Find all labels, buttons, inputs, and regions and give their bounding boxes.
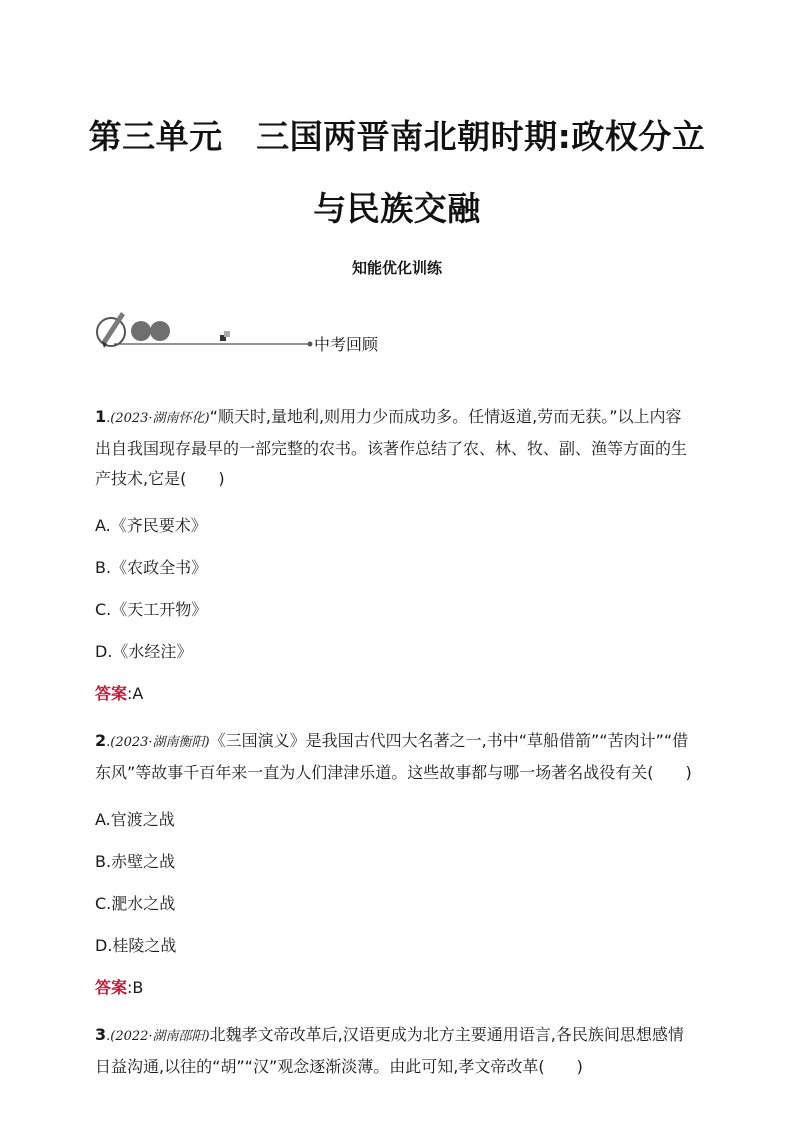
question-1-answer (95, 684, 695, 704)
banner-dot-2 (150, 321, 170, 341)
answer-label: 答案 (95, 978, 128, 997)
banner-dot-1 (131, 321, 151, 341)
page-subtitle: 知能优化训练 (351, 259, 442, 277)
banner-line-end (308, 342, 313, 347)
page-title-line-1: 第三单元 三国两晋南北朝时期:政权分立 (88, 117, 706, 156)
question-2-option-c: C.淝水之战 (95, 894, 176, 913)
question-1-option-c: C.《天工开物》 (95, 600, 208, 619)
question-2-option-a: A.官渡之战 (95, 810, 175, 829)
answer-label: 答案 (95, 684, 128, 703)
question-2 (95, 726, 695, 788)
question-2-stem-1: 《三国演义》是我国古代四大名著之一,书中“草船借箭”“苦肉计”“借 (209, 731, 689, 750)
question-1-option-b: B.《农政全书》 (95, 558, 208, 577)
question-2-source: .(2023·湖南衡阳) (106, 735, 210, 750)
question-2-option-d: D.桂陵之战 (95, 936, 177, 955)
question-1-option-a: A.《齐民要术》 (95, 516, 207, 535)
question-3-stem-1: 北魏孝文帝改革后,汉语更成为北方主要通用语言,各民族间思想感情 (209, 1025, 684, 1044)
question-3 (95, 1020, 695, 1082)
question-1 (95, 402, 695, 494)
question-2-option-b: B.赤壁之战 (95, 852, 176, 871)
question-1-number: 1 (95, 407, 107, 426)
question-3-line-2: 日益沟通,以往的“胡”“汉”观念逐渐淡薄。由此可知,孝文帝改革( ) (95, 1057, 583, 1076)
question-3-number: 3 (95, 1025, 107, 1044)
question-list (95, 402, 695, 1082)
question-1-line-3: 产技术,它是( ) (95, 469, 225, 488)
question-3-line-1 (95, 1020, 695, 1052)
question-3-source: .(2022·湖南邵阳) (106, 1029, 210, 1044)
question-1-source: .(2023·湖南怀化) (106, 411, 210, 426)
answer-value: :A (127, 684, 144, 703)
question-1-line-2: 出自我国现存最早的一部完整的农书。该著作总结了农、林、牧、副、渔等方面的生 (95, 439, 688, 458)
banner-square-light (224, 331, 230, 337)
question-2-line-2: 东风”等故事千百年来一直为人们津津乐道。这些故事都与哪一场著名战役有关( ) (95, 763, 692, 782)
answer-value: :B (127, 978, 144, 997)
question-1-stem-1: “顺天时,量地利,则用力少而成功多。任情返道,劳而无获。”以上内容 (209, 407, 682, 426)
question-2-answer (95, 978, 695, 998)
question-1-option-d: D.《水经注》 (95, 642, 193, 661)
question-1-line-1 (95, 402, 695, 434)
page-title-line-2: 与民族交融 (313, 189, 481, 228)
section-label: 中考回顾 (314, 335, 379, 354)
question-2-number: 2 (95, 731, 107, 750)
question-2-line-1 (95, 726, 695, 758)
